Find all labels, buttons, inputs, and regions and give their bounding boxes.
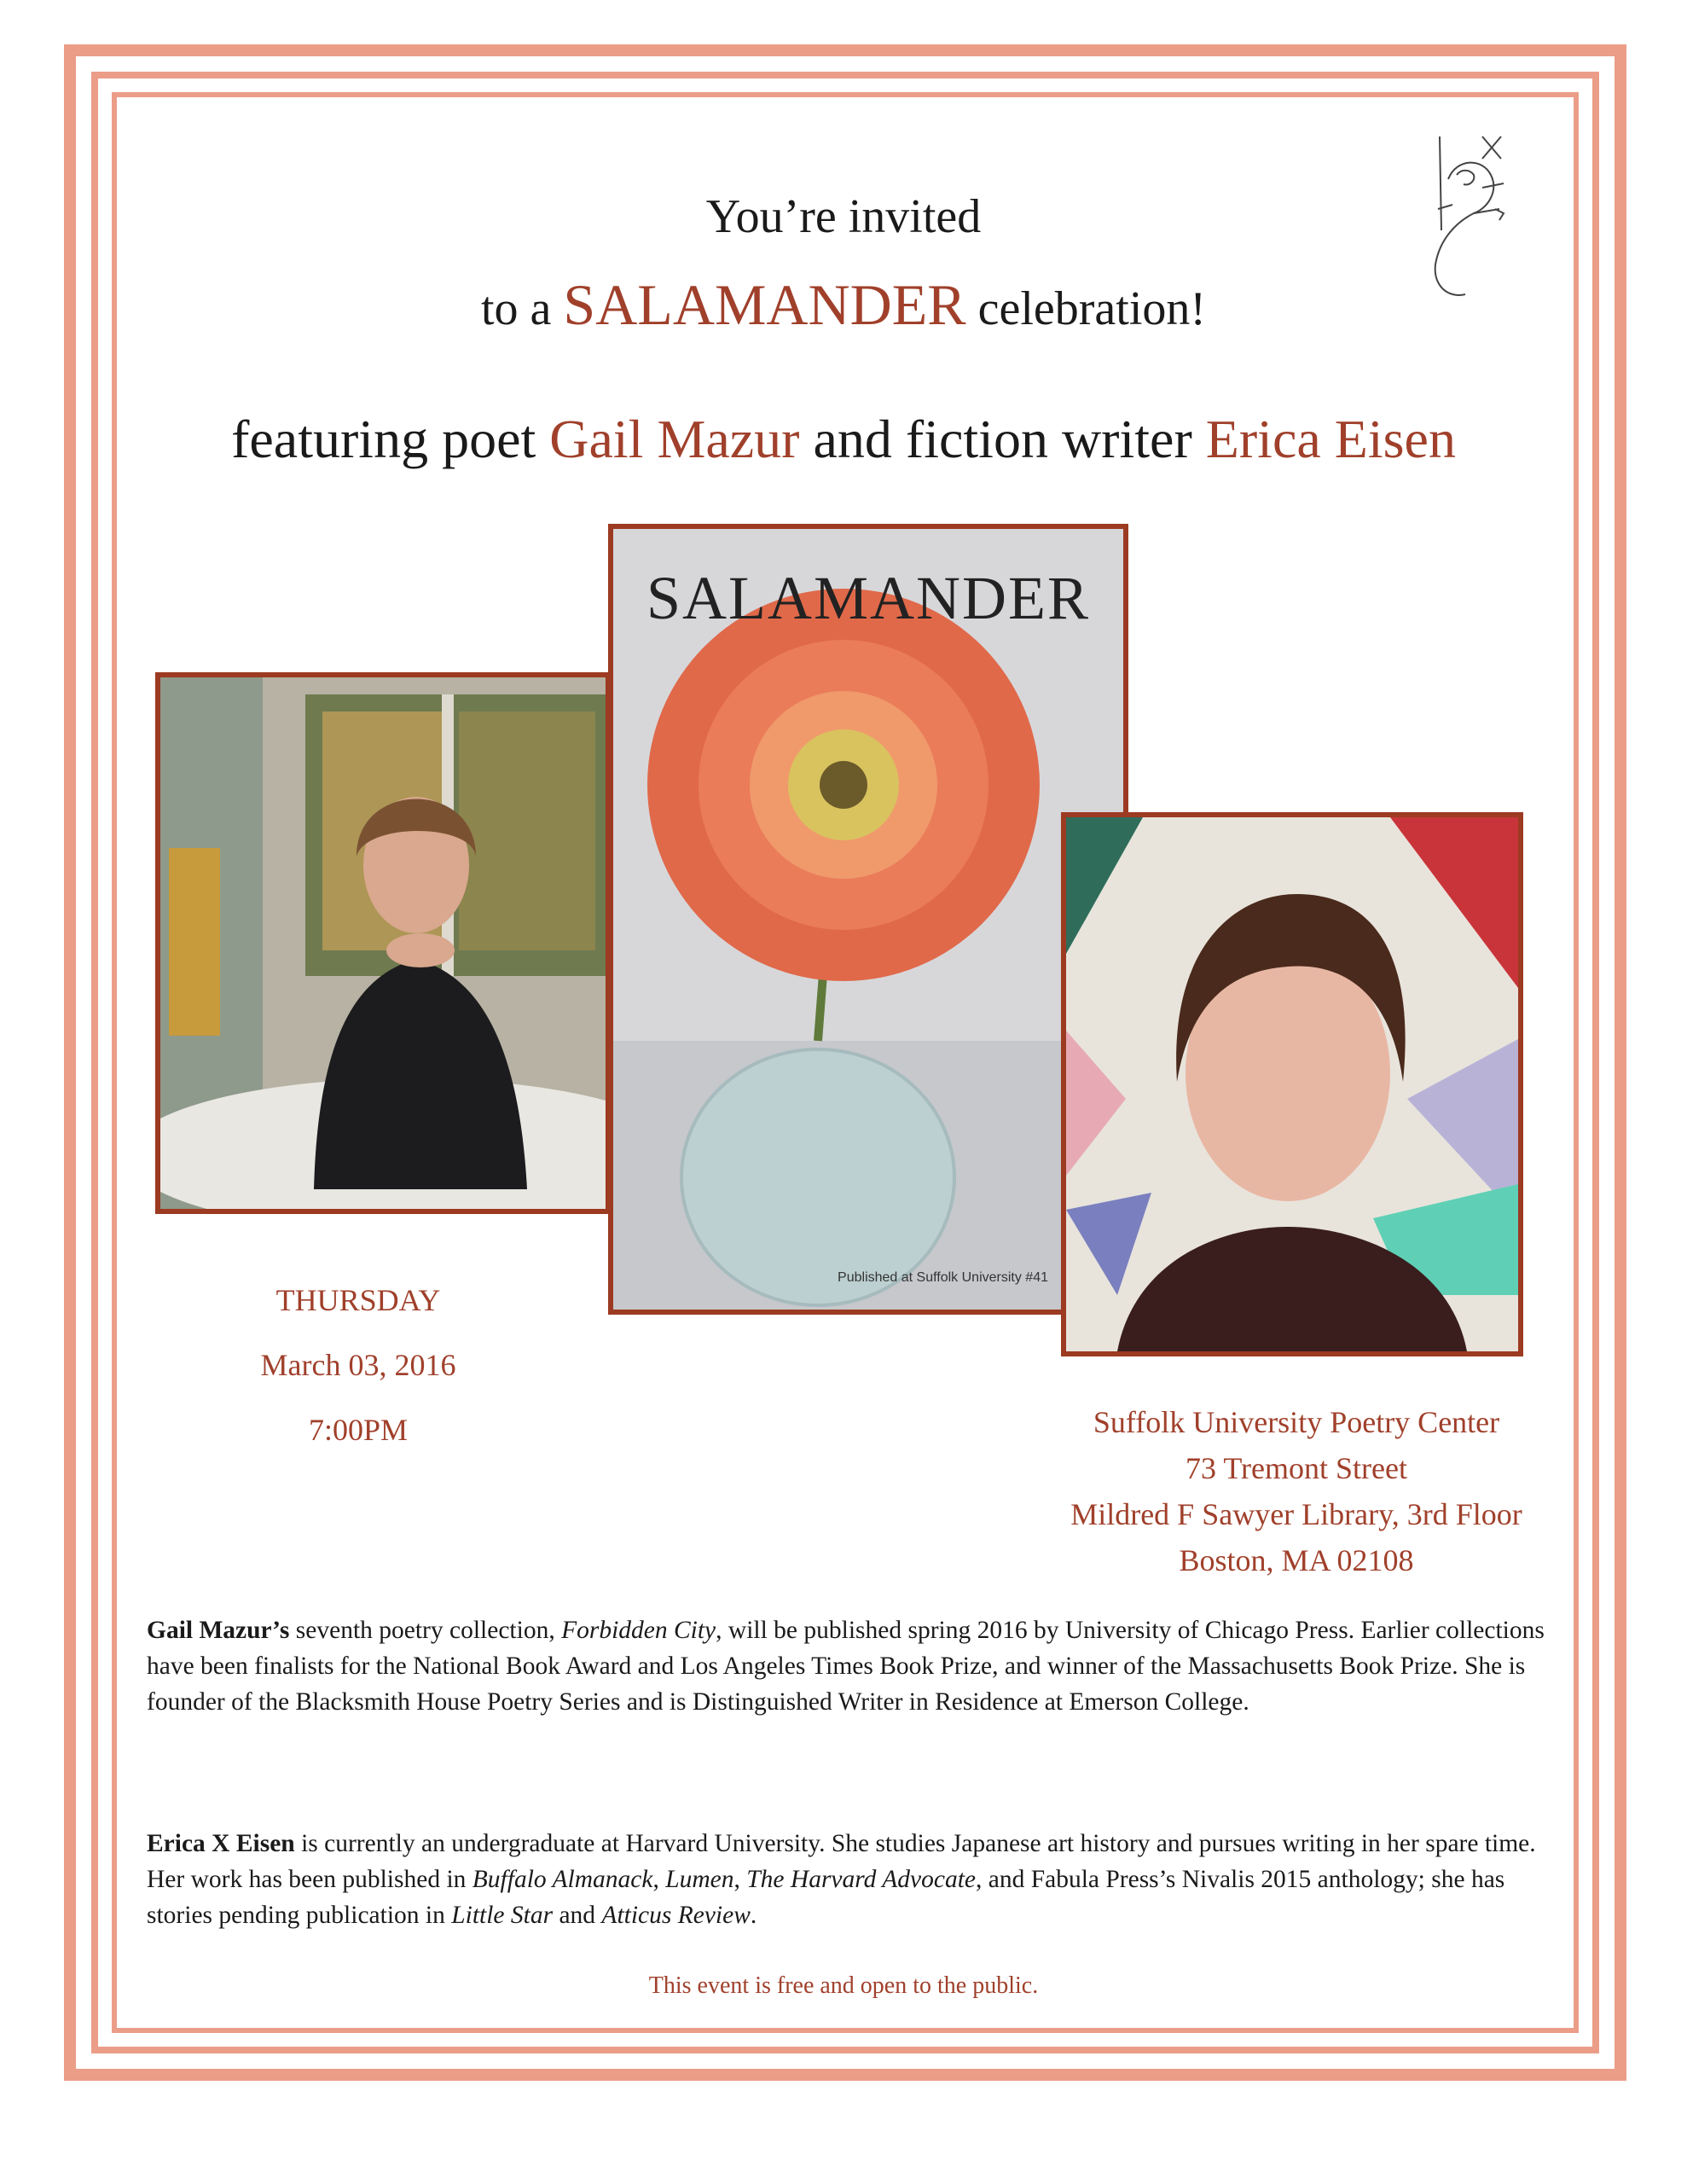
separator: , [652,1866,666,1893]
publication-title: Lumen [665,1866,734,1893]
writer-portrait [1061,812,1523,1356]
publication-title: The Harvard Advocate [746,1866,976,1893]
celebration-prefix: to a [480,282,564,335]
poet-bio [147,1612,1545,1720]
cover-title: SALAMANDER [646,564,1091,632]
venue-city: Boston, MA 02108 [1179,1543,1414,1577]
salamander-name: SALAMANDER [563,272,966,337]
event-datetime [154,1284,563,1478]
free-event-note: This event is free and open to the public. [648,1972,1039,1999]
publication-title: Little Star [451,1902,554,1929]
celebration-suffix: celebration! [965,282,1207,335]
venue-name: Suffolk University Poetry Center [1093,1405,1500,1439]
poet-bio-text: seventh poetry collection, [289,1617,562,1644]
venue-street: 73 Tremont Street [1185,1451,1407,1485]
venue-address [1015,1399,1578,1583]
writer-bio-text: is currently an undergraduate at Harvard University. She studies Japanese art history and pursues writing in her spare time. Her work has been published in [147,1830,1536,1893]
celebration-line [0,271,1687,339]
event-day: THURSDAY [275,1283,441,1317]
invitation-line: You’re invited [705,190,982,243]
event-date: March 03, 2016 [260,1348,456,1382]
featuring-middle: and fiction writer [799,409,1206,469]
featuring-prefix: featuring poet [231,409,550,469]
writer-name: Erica Eisen [1205,409,1456,469]
poet-bio-book: Forbidden City [561,1617,716,1644]
writer-bio-text: , and Fabula Press’s Nivalis 2015 anthology; she has stories pending publication in [147,1866,1505,1929]
publication-title: Buffalo Almanack [472,1866,653,1893]
writer-bio [147,1826,1545,1933]
event-time: 7:00PM [308,1413,409,1447]
period: . [750,1902,757,1929]
poet-bio-text: , will be published spring 2016 by University of Chicago Press. Earlier collections have been finalists for the National Book Award and Los Angeles Times Book Prize, and winner of the Massachusetts Book Prize. She is founder of the Blacksmith House Poetry Series and is Distinguished Writer in Residence at Emerson College. [147,1617,1545,1716]
venue-building: Mildred F Sawyer Library, 3rd Floor [1070,1497,1522,1531]
cover-issue-note: Published at Suffolk University #41 [838,1270,1048,1285]
publication-title: Atticus Review [601,1902,751,1929]
magazine-cover [608,524,1128,1315]
poet-name: Gail Mazur [549,409,800,469]
conjunction: and [553,1902,602,1929]
separator: , [733,1866,747,1893]
poet-portrait [155,672,611,1214]
featuring-line [0,408,1687,471]
poet-bio-name: Gail Mazur’s [147,1617,290,1644]
writer-bio-name: Erica X Eisen [147,1830,295,1857]
